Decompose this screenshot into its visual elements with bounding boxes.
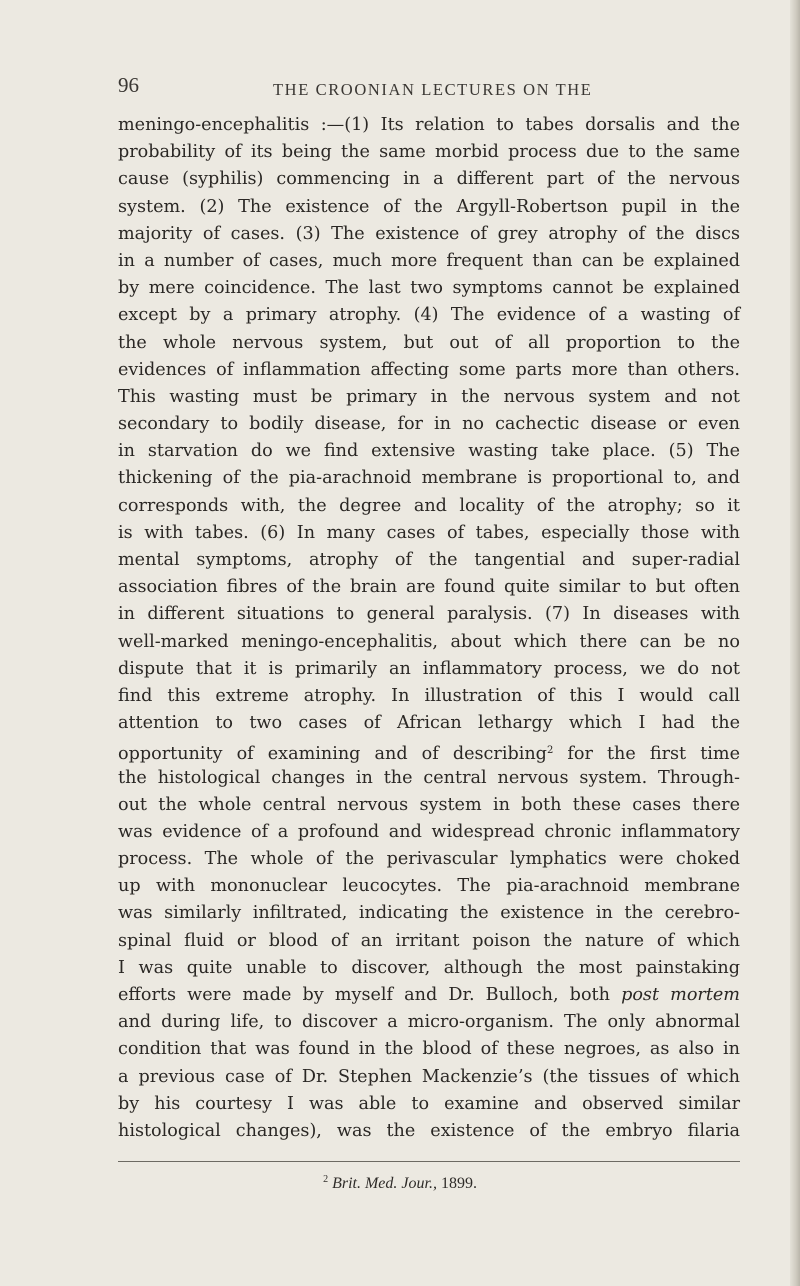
text-line: probability of its being the same morbid process due to the same [118,142,740,163]
text-line: find this extreme atrophy. In illustration of this I would call [118,685,740,706]
text-line: by mere coincidence. The last two symptoms cannot be explained [118,278,740,299]
text-line: was evidence of a profound and widespread chronic inflammatory [118,821,740,842]
text-line: is with tabes. (6) In many cases of tabes, especially those with [118,522,740,543]
text-line: attention to two cases of African lethargy which I had the [118,713,740,734]
text-line: association fibres of the brain are found quite similar to but often [118,577,740,598]
text-fragment: opportunity of examining and of describing [118,744,547,765]
text-line: thickening of the pia-arachnoid membrane is proportional to, and [118,468,740,489]
text-line: evidences of inflammation affecting some parts more than others. [118,359,740,380]
text-line: condition that was found in the blood of these negroes, as also in [118,1039,740,1060]
text-line: cause (syphilis) commencing in a different part of the nervous [118,169,740,190]
page-edge [790,0,800,1286]
text-line-with-footnote [118,737,740,764]
text-line: the whole nervous system, but out of all proportion to the [118,332,740,353]
footnote-journal: Brit. Med. Jour., [332,1175,437,1192]
footnote-marker: 2 [323,1174,329,1185]
page-header [118,73,758,100]
body-text [118,112,740,1145]
text-line: a previous case of Dr. Stephen Mackenzie’s (the tissues of which [118,1066,740,1087]
text-line: secondary to bodily disease, for in no cachectic disease or even [118,414,740,435]
text-fragment: for the first time [567,744,740,765]
text-line: by his courtesy I was able to examine and observed similar [118,1093,740,1114]
footnote-divider [118,1161,740,1162]
text-line: This wasting must be primary in the nervous system and not [118,386,740,407]
text-line: histological changes), was the existence of the embryo filaria [118,1120,740,1141]
footnote-reference[interactable]: 2 [546,745,554,757]
text-line: the histological changes in the central nervous system. Through- [118,767,740,788]
footnote-year: 1899. [440,1175,477,1192]
text-line: out the whole central nervous system in both these cases there [118,794,740,815]
italic-phrase: post mortem [621,985,740,1005]
text-line: system. (2) The existence of the Argyll-Robertson pupil in the [118,196,740,217]
text-line: spinal fluid or blood of an irritant poison the nature of which [118,930,740,951]
text-line: majority of cases. (3) The existence of grey atrophy of the discs [118,223,740,244]
text-line: process. The whole of the perivascular lymphatics were choked [118,849,740,870]
text-line-with-italic [118,982,740,1009]
text-line: in a number of cases, much more frequent than can be explained [118,250,740,271]
text-line: mental symptoms, atrophy of the tangential and super-radial [118,550,740,570]
text-line: up with mononuclear leucocytes. The pia-arachnoid membrane [118,876,740,897]
text-line: in different situations to general paralysis. (7) In diseases with [118,604,740,625]
text-line: dispute that it is primarily an inflammatory process, we do not [118,658,740,679]
text-fragment: efforts were made by myself and Dr. Bulloch, both [118,985,610,1005]
text-line: in starvation do we find extensive wasting take place. (5) The [118,441,740,462]
text-line: I was quite unable to discover, although the most painstaking [118,957,740,978]
running-head: THE CROONIAN LECTURES ON THE [273,80,593,99]
text-line: and during life, to discover a micro-organism. The only abnormal [118,1012,740,1033]
text-line: was similarly infiltrated, indicating the existence in the cerebro- [118,903,740,924]
text-line: meningo-encephalitis :—(1) Its relation to tabes dorsalis and the [118,115,740,135]
footnote [0,1174,800,1193]
text-line: corresponds with, the degree and locality of the atrophy; so it [118,495,740,516]
text-line: well-marked meningo-encephalitis, about which there can be no [118,631,740,652]
page-number: 96 [118,73,139,97]
text-line: except by a primary atrophy. (4) The evidence of a wasting of [118,305,740,326]
